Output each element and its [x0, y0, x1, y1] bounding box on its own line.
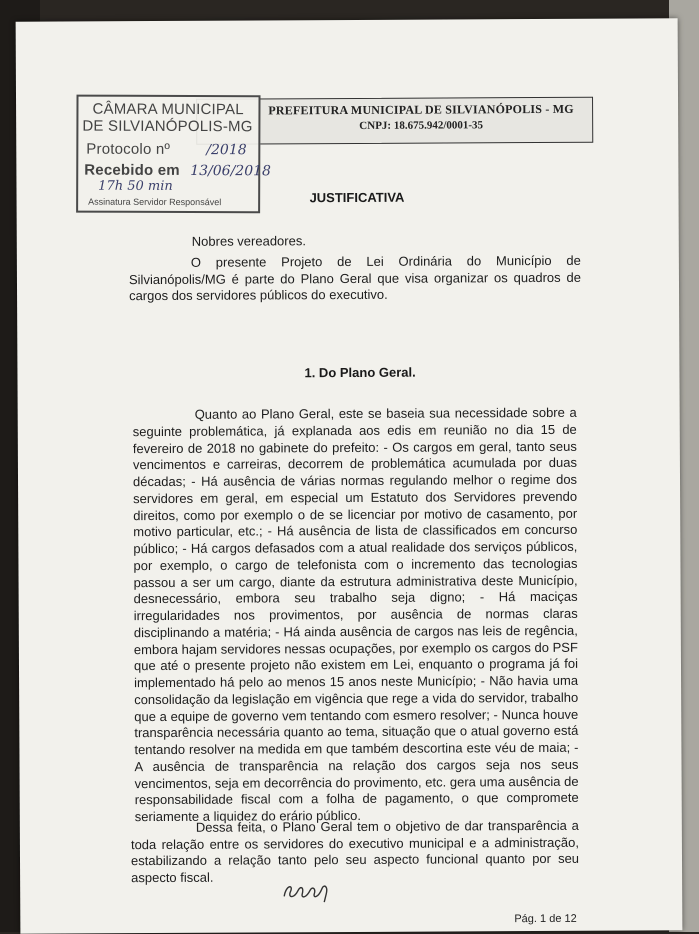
- letterhead-name: PREFEITURA MUNICIPAL DE SILVIANÓPOLIS - MG: [268, 101, 574, 118]
- stamp-line-1: CÂMARA MUNICIPAL: [92, 100, 244, 119]
- handwritten-time: 17h 50 min: [98, 178, 173, 194]
- body-paragraph-2: Dessa feita, o Plano Geral tem o objetivo de dar transparência a toda relação entre os servidores do executivo municipal e a administração, estabilizando a relação tanto pelo seu aspecto funcional quanto por seu aspecto fiscal.: [130, 817, 580, 885]
- page-number: Pág. 1 de 12: [514, 912, 577, 926]
- stamp-signature-label: Assinatura Servidor Responsável: [88, 196, 222, 208]
- stamp-line-2: DE SILVIANÓPOLIS-MG: [82, 117, 253, 136]
- stamp-received-label: Recebido em: [84, 161, 180, 179]
- greeting: Nobres vereadores.: [191, 233, 306, 249]
- handwritten-protocol: /2018: [206, 142, 247, 159]
- letterhead-cnpj: CNPJ: 18.675.942/0001-35: [359, 119, 484, 132]
- protocol-stamp: [76, 95, 271, 214]
- body-paragraph-1: Quanto ao Plano Geral, este se baseia sua necessidade sobre a seguinte problemática, já explanada aos edis em reunião no dia 15 de fevereiro de 2018 no gabinete do prefeito: - Os cargos em geral, tanto seus vencimentos e carreiras, decorrem de problemática acumulada por duas décadas; - Há ausência de várias normas regulando melhor o regime dos servidores em geral, em especial um Estatuto dos Servidores prevendo direitos, como por exemplo o de se licenciar por motivo de casamento, por motivo particular, etc.; - Há ausência de lista de classificados em concurso público; - Há cargos defasados com a atual realidade dos serviços públicos, por exemplo, o cargo de telefonista com o incremento das tecnologias passou a ser um cargo, diante da estrutura administrativa deste Município, desnecessário, embora seu trabalho seja digno; - Há maciças irregularidades nos provimentos, por ausência de normas claras disciplinando a matéria; - Há ainda ausência de cargos nas leis de regência, embora hajam servidores nessas ocupações, por exemplo os cargos do PSF que até o presente projeto não existem em Lei, enquanto o programa já foi implementado há pelo ao menos 15 anos neste Município; - Não havia uma consolidação da legislação em vigência que rege a vida do servidor, trabalho que a equipe de governo vem tentando com esmero resolver; - Nunca houve transparência necessária quanto ao tema, situação que o atual governo está tentando resolver na medida em que também descortina este véu de maia; - A ausência de transparência na relação dos cargos seja nos seus vencimentos, seja em decorrência do provimento, etc. gera uma ausência de responsabilidade fiscal com a folha de pagamento, o que compromete seriamente a liquidez do erário público.: [132, 404, 579, 825]
- intro-paragraph: O presente Projeto de Lei Ordinária do Município de Silvianópolis/MG é parte do Plano Geral que visa organizar os quadros de cargos dos servidores públicos do executivo.: [128, 252, 581, 304]
- stamp-protocol-label: Protocolo nº: [86, 140, 171, 158]
- signature: [280, 878, 340, 904]
- document-page: [16, 18, 683, 933]
- handwritten-date: 13/06/2018: [190, 163, 271, 180]
- section-title: 1. Do Plano Geral.: [304, 364, 416, 381]
- document-title: JUSTIFICATIVA: [309, 189, 405, 206]
